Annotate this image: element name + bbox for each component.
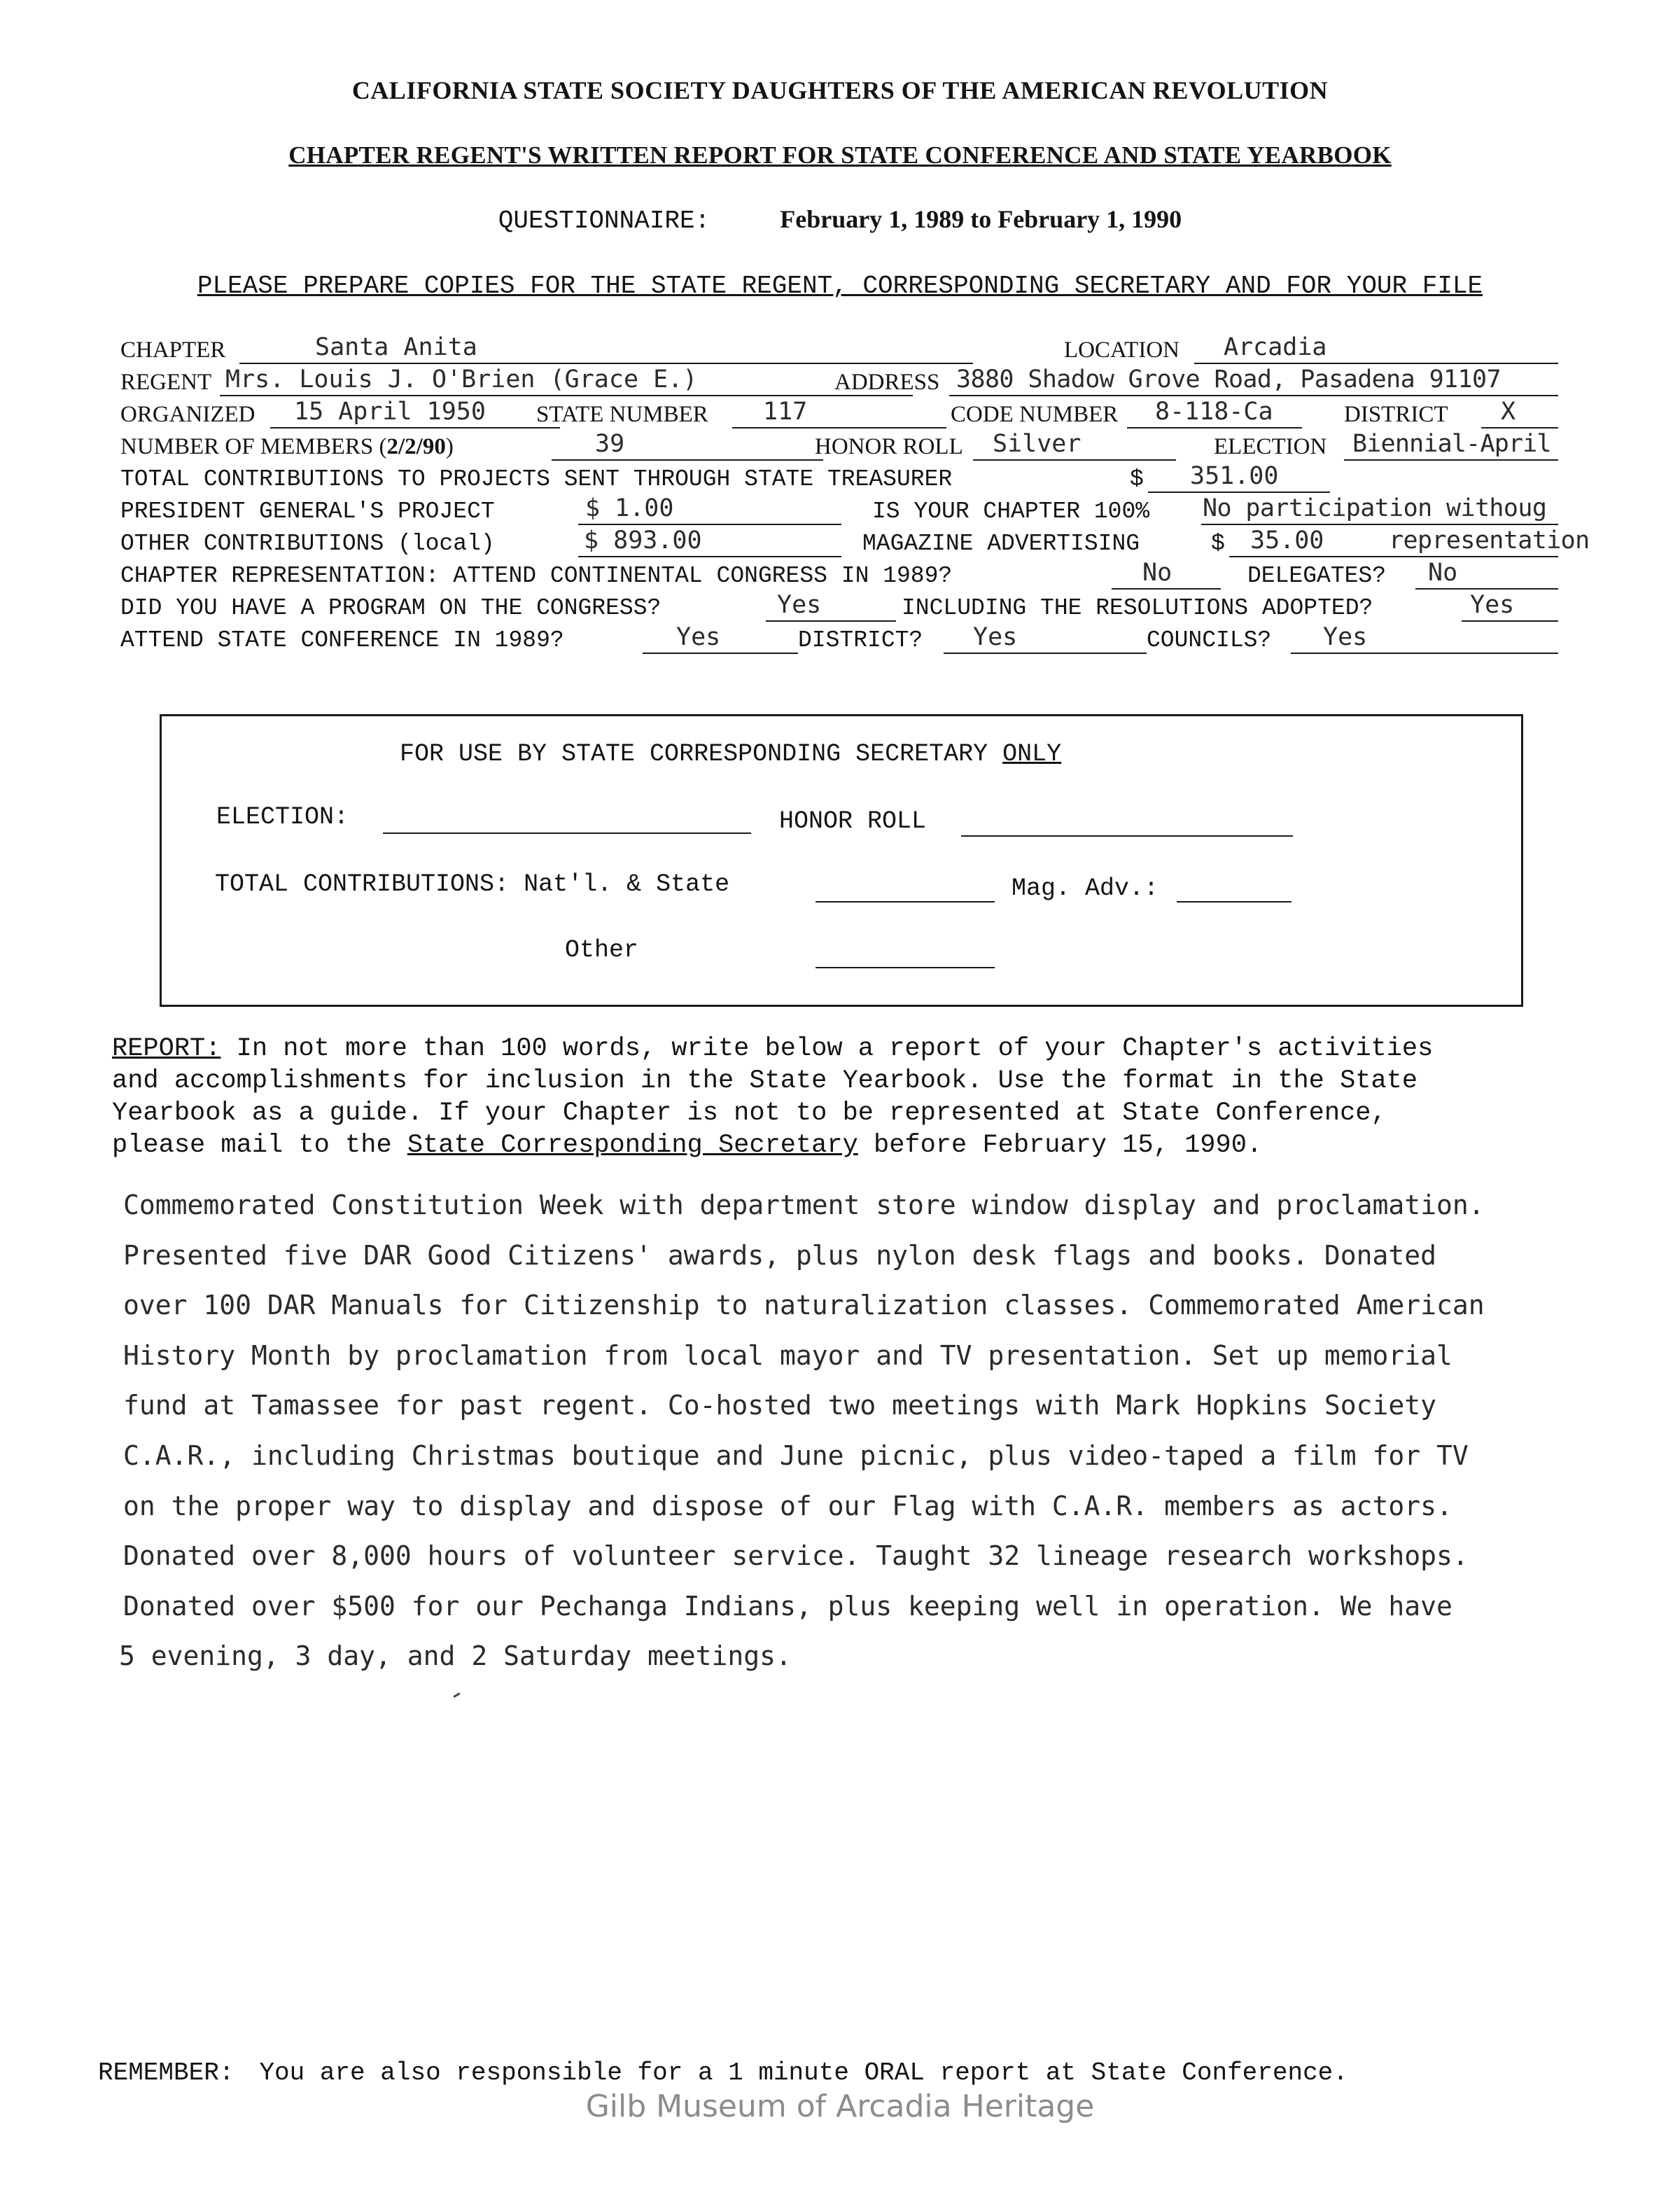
- district-value: X: [1501, 398, 1516, 426]
- regent-value: Mrs. Louis J. O'Brien (Grace E.): [225, 365, 698, 393]
- report-body-line: 5 evening, 3 day, and 2 Saturday meetings.: [119, 1640, 792, 1672]
- district-rule: [1481, 427, 1558, 428]
- box-mag-line: [1177, 901, 1292, 903]
- remember-text: You are also responsible for a 1 minute ORAL report at State Conference.: [259, 2058, 1348, 2087]
- box-total-line: [816, 901, 995, 903]
- district-attend-value: Yes: [973, 623, 1018, 651]
- resolutions-label: INCLUDING THE RESOLUTIONS ADOPTED?: [902, 595, 1373, 621]
- copies-instruction: PLEASE PREPARE COPIES FOR THE STATE REGENT, CORRESPONDING SECRETARY AND FOR YOUR FILE: [197, 272, 1483, 300]
- regent-rule: [220, 395, 913, 396]
- form-row-members: [119, 430, 1589, 462]
- other-contributions-value: $ 893.00: [584, 527, 702, 555]
- president-project-rule: [578, 524, 841, 525]
- district-attend-label: DISTRICT?: [798, 627, 923, 653]
- state-conference-label: ATTEND STATE CONFERENCE IN 1989?: [120, 627, 564, 653]
- total-contributions-label: TOTAL CONTRIBUTIONS TO PROJECTS SENT THROUGH STATE TREASURER: [120, 466, 953, 492]
- document-title: CALIFORNIA STATE SOCIETY DAUGHTERS OF THE AMERICAN REVOLUTION: [351, 76, 1329, 104]
- state-number-rule: [732, 427, 946, 428]
- continental-congress-value: No: [1142, 559, 1172, 587]
- code-number-label: CODE NUMBER: [951, 402, 1119, 427]
- questionnaire-dates: February 1, 1989 to February 1, 1990: [780, 205, 1182, 233]
- secretary-box-title-text: FOR USE BY STATE CORRESPONDING SECRETARY: [400, 740, 988, 768]
- delegates-label: DELEGATES?: [1247, 563, 1387, 589]
- report-body-line: over 100 DAR Manuals for Citizenship to naturalization classes. Commemorated American: [123, 1290, 1485, 1321]
- delegates-value: No: [1428, 559, 1458, 587]
- total-contributions-value: 351.00: [1190, 462, 1279, 490]
- magazine-advertising-value: 35.00: [1250, 527, 1324, 555]
- members-label: [120, 434, 454, 460]
- form-row-state-conference: [119, 623, 1589, 655]
- other-contributions-label: OTHER CONTRIBUTIONS (local): [120, 531, 495, 557]
- organized-value: 15 April 1950: [294, 398, 486, 426]
- form-row-continental-congress: [119, 559, 1589, 591]
- box-total-label: TOTAL CONTRIBUTIONS: Nat'l. & State: [215, 870, 730, 898]
- state-number-value: 117: [763, 398, 808, 426]
- report-instructions: [112, 1033, 1582, 1162]
- program-congress-rule: [766, 620, 896, 622]
- box-election-line: [383, 832, 751, 834]
- councils-label: COUNCILS?: [1147, 627, 1272, 653]
- report-body: [119, 1180, 1607, 1682]
- district-attend-rule: [944, 653, 1147, 654]
- secretary-box-title: [400, 740, 1061, 768]
- box-election-label: ELECTION:: [216, 803, 349, 831]
- magazine-advertising-note: representation: [1389, 527, 1590, 555]
- resolutions-rule: [1462, 620, 1558, 622]
- report-body-line: History Month by proclamation from local mayor and TV presentation. Set up memorial: [123, 1339, 1452, 1371]
- report-body-line: Donated over 8,000 hours of volunteer service. Taught 32 lineage research workshops.: [123, 1540, 1469, 1572]
- form-row-chapter: [119, 333, 1589, 365]
- document-subtitle: CHAPTER REGENT'S WRITTEN REPORT FOR STATE CONFERENCE AND STATE YEARBOOK: [288, 141, 1392, 169]
- report-body-line: Donated over $500 for our Pechanga Indians, plus keeping well in operation. We have: [123, 1590, 1452, 1622]
- election-value: Biennial-April: [1352, 430, 1551, 458]
- form-row-president-project: [119, 494, 1589, 527]
- program-congress-value: Yes: [777, 591, 822, 619]
- form-row-organized: [119, 398, 1589, 430]
- honor-roll-label: HONOR ROLL: [815, 434, 963, 459]
- councils-rule: [1291, 653, 1558, 654]
- form-row-total-contributions: [119, 462, 1589, 494]
- chapter-100-value: No participation withoug: [1203, 494, 1547, 522]
- code-number-value: 8-118-Ca: [1155, 398, 1273, 426]
- honor-roll-value: Silver: [993, 430, 1082, 458]
- report-body-line: on the proper way to display and dispose of our Flag with C.A.R. members as actors.: [123, 1490, 1452, 1521]
- members-label-text: NUMBER OF MEMBERS (: [120, 434, 387, 459]
- regent-label: REGENT: [120, 370, 212, 395]
- members-date: 2/2/90: [386, 434, 446, 459]
- total-contributions-currency: $: [1130, 466, 1144, 492]
- chapter-label: CHAPTER: [120, 337, 226, 363]
- box-mag-label: Mag. Adv.:: [1011, 874, 1159, 903]
- report-line-2: and accomplishments for inclusion in the State Yearbook. Use the format in the State: [112, 1066, 1418, 1096]
- report-body-line: C.A.R., including Christmas boutique and June picnic, plus video-taped a film for TV: [123, 1440, 1469, 1471]
- magazine-advertising-currency: $: [1211, 531, 1225, 557]
- location-rule: [1194, 363, 1558, 364]
- box-other-label: Other: [565, 936, 639, 964]
- chapter-rule: [239, 363, 973, 364]
- report-line-4: [112, 1129, 1582, 1162]
- election-label: ELECTION: [1214, 434, 1327, 459]
- resolutions-value: Yes: [1470, 591, 1515, 619]
- secretary-box-title-emph: ONLY: [1002, 740, 1062, 768]
- district-label: DISTRICT: [1344, 402, 1448, 427]
- box-honor-roll-label: HONOR ROLL: [779, 807, 927, 835]
- continental-congress-label: CHAPTER REPRESENTATION: ATTEND CONTINENTAL CONGRESS IN 1989?: [120, 563, 953, 589]
- secretary-use-box: [160, 714, 1523, 1007]
- chapter-100-label: IS YOUR CHAPTER 100%: [872, 499, 1150, 524]
- stray-mark: [451, 1689, 460, 1698]
- report-last-prefix: please mail to the: [112, 1131, 392, 1160]
- election-rule: [1344, 459, 1558, 461]
- box-honor-roll-line: [961, 835, 1293, 837]
- total-contributions-rule: [1148, 492, 1330, 493]
- honor-roll-rule: [973, 459, 1176, 461]
- members-rule: [552, 459, 823, 461]
- organized-rule: [270, 427, 560, 428]
- report-line-1-text: In not more than 100 words, write below a report of your Chapter's activities: [236, 1034, 1434, 1064]
- remember-note: [98, 2058, 1348, 2087]
- questionnaire-line: [0, 204, 1680, 235]
- report-line-3: Yearbook as a guide. If your Chapter is not to be represented at State Conference,: [112, 1099, 1387, 1128]
- chapter-100-rule: [1201, 524, 1558, 525]
- state-conference-rule: [643, 653, 798, 654]
- report-last-link: State Corresponding Secretary: [407, 1131, 858, 1160]
- continental-congress-rule: [1112, 588, 1221, 590]
- chapter-value: Santa Anita: [315, 333, 477, 361]
- location-value: Arcadia: [1224, 333, 1327, 361]
- program-congress-label: DID YOU HAVE A PROGRAM ON THE CONGRESS?: [120, 595, 662, 621]
- members-value: 39: [595, 430, 625, 458]
- address-value: 3880 Shadow Grove Road, Pasadena 91107: [956, 365, 1501, 393]
- report-last-suffix: before February 15, 1990.: [874, 1131, 1263, 1160]
- code-number-rule: [1127, 427, 1302, 428]
- magazine-advertising-rule: [1229, 556, 1558, 557]
- form-row-program-congress: [119, 591, 1589, 623]
- report-body-line: Presented five DAR Good Citizens' awards, plus nylon desk flags and books. Donated: [123, 1239, 1436, 1271]
- address-rule: [949, 395, 1558, 396]
- other-contributions-rule: [578, 556, 841, 557]
- remember-label: REMEMBER:: [98, 2058, 234, 2087]
- report-line-1: [112, 1033, 1582, 1065]
- questionnaire-label: QUESTIONNAIRE:: [498, 207, 710, 235]
- councils-value: Yes: [1323, 623, 1368, 651]
- address-label: ADDRESS: [834, 370, 940, 395]
- report-body-line: Commemorated Constitution Week with department store window display and proclamation.: [123, 1190, 1485, 1220]
- organized-label: ORGANIZED: [120, 402, 255, 427]
- box-other-line: [816, 967, 995, 968]
- magazine-advertising-label: MAGAZINE ADVERTISING: [862, 531, 1140, 557]
- state-number-label: STATE NUMBER: [536, 402, 708, 427]
- delegates-rule: [1415, 588, 1558, 590]
- members-close: ): [445, 434, 454, 459]
- report-body-line: fund at Tamassee for past regent. Co-hosted two meetings with Mark Hopkins Society: [123, 1390, 1436, 1421]
- location-label: LOCATION: [1064, 337, 1180, 363]
- president-project-value: $ 1.00: [585, 494, 674, 522]
- form-row-regent: [119, 365, 1589, 398]
- state-conference-value: Yes: [676, 623, 721, 651]
- report-label: REPORT:: [112, 1034, 221, 1064]
- form-row-other-contributions: [119, 527, 1589, 559]
- president-project-label: PRESIDENT GENERAL'S PROJECT: [120, 499, 495, 524]
- museum-watermark: Gilb Museum of Arcadia Heritage: [585, 2089, 1095, 2124]
